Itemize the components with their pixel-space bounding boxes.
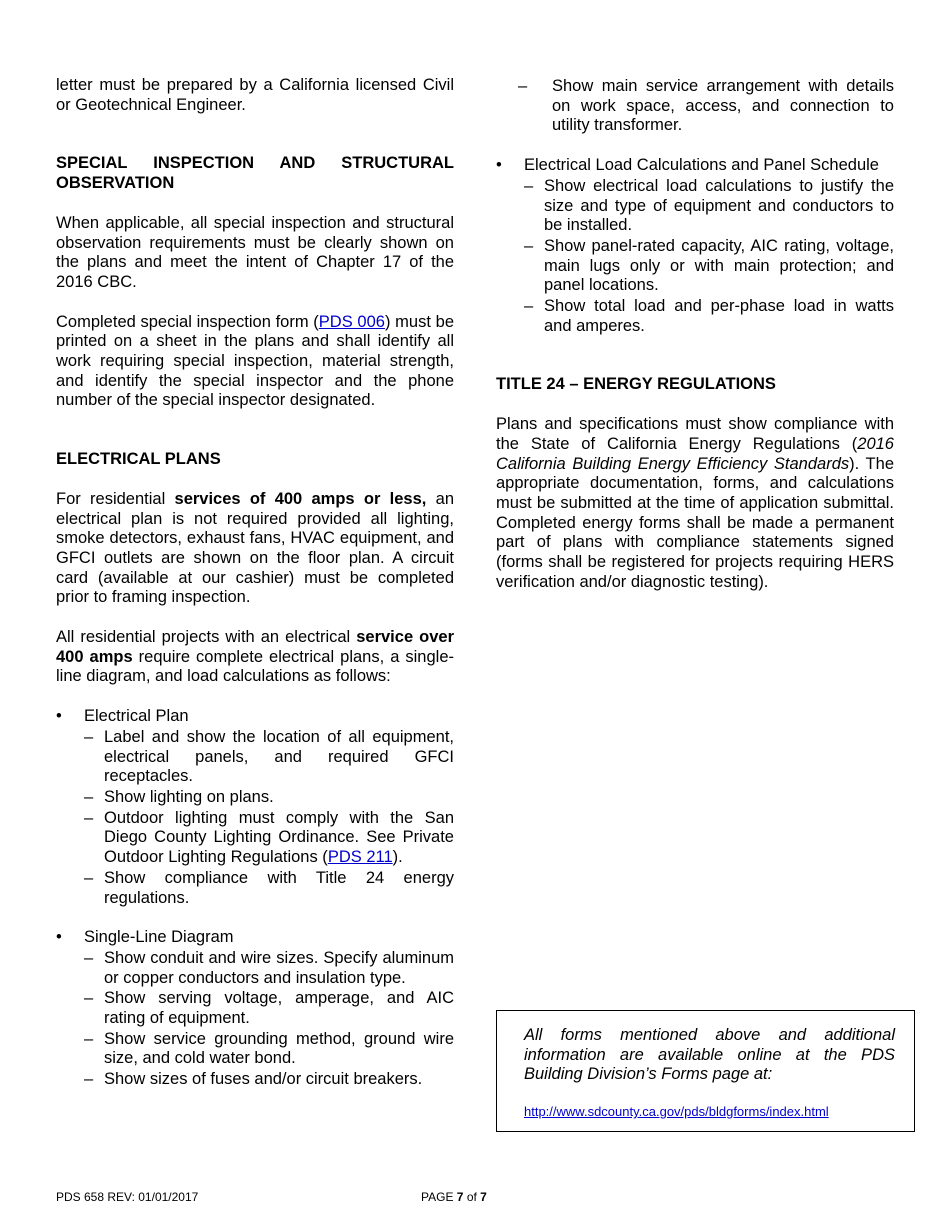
list-item: – Show serving voltage, amperage, and AIC rating of equipment. bbox=[84, 989, 454, 1028]
bullet-load-calculations: • Electrical Load Calculations and Panel Schedule bbox=[496, 156, 879, 175]
dash-icon: – bbox=[518, 77, 528, 95]
dash-icon: – bbox=[84, 868, 94, 887]
dash-icon: – bbox=[524, 176, 534, 195]
bullet-icon: • bbox=[56, 928, 62, 947]
forms-info-box bbox=[496, 1010, 915, 1132]
heading-special-inspection: SPECIAL INSPECTION AND STRUCTURAL OBSERVATION bbox=[56, 154, 454, 193]
list-item: – Show lighting on plans. bbox=[84, 787, 274, 806]
paragraph-residential-services: For residential services of 400 amps or less, an electrical plan is not required provided all lighting, smoke detectors, exhaust fans, HVAC equipment, and GFCI outlets are shown on the floor plan. A circuit card (available at our cashier) must be completed prior to framing inspection. bbox=[56, 489, 455, 607]
dash-icon: – bbox=[84, 808, 94, 827]
bullet-icon: • bbox=[56, 707, 62, 726]
paragraph-special-inspection: When applicable, all special inspection and structural observation requirements must be clearly shown on the plans and meet the intent of Chapter 17 of the 2016 CBC. bbox=[56, 213, 454, 291]
dash-icon: – bbox=[524, 236, 534, 255]
forms-info-message: All forms mentioned above and additional information are available online at the PDS Building Division’s Forms page at: bbox=[524, 1026, 895, 1084]
pds-211-link[interactable]: PDS 211 bbox=[327, 848, 393, 867]
dash-icon: – bbox=[84, 1029, 94, 1048]
footer-form-revision: PDS 658 REV: 01/01/2017 bbox=[56, 1190, 199, 1204]
dash-icon: – bbox=[84, 948, 94, 967]
list-item: – Show conduit and wire sizes. Specify aluminum or copper conductors and insulation type. bbox=[84, 948, 454, 987]
dash-icon: – bbox=[84, 1070, 94, 1089]
pds-006-link[interactable]: PDS 006 bbox=[318, 312, 385, 331]
dash-icon: – bbox=[84, 787, 94, 806]
heading-title-24: TITLE 24 – ENERGY REGULATIONS bbox=[496, 375, 776, 394]
paragraph-service-over-400: All residential projects with an electrical service over 400 amps require complete electrical plans, a single-line diagram, and load calculations as follows: bbox=[56, 628, 454, 686]
bullet-electrical-plan: • Electrical Plan bbox=[56, 707, 189, 726]
left-column bbox=[56, 76, 454, 1090]
dash-icon: – bbox=[84, 727, 94, 746]
list-item: – Show panel-rated capacity, AIC rating, voltage, main lugs only or with main protection; and panel locations. bbox=[524, 236, 894, 295]
footer-page-number: PAGE 7 of 7 bbox=[421, 1190, 487, 1204]
bullet-icon: • bbox=[496, 156, 502, 175]
forms-page-link[interactable]: http://www.sdcounty.ca.gov/pds/bldgforms/index.html bbox=[524, 1104, 829, 1119]
list-item: – Show sizes of fuses and/or circuit breakers. bbox=[84, 1070, 423, 1089]
list-item: – Show total load and per-phase load in watts and amperes. bbox=[524, 297, 894, 335]
paragraph-geotech-letter: letter must be prepared by a California licensed Civil or Geotechnical Engineer. bbox=[56, 76, 454, 114]
bullet-single-line-diagram: • Single-Line Diagram bbox=[56, 928, 234, 947]
list-item: – Outdoor lighting must comply with the San Diego County Lighting Ordinance. See Private Outdoor Lighting Regulations (PDS 211). bbox=[84, 808, 454, 867]
paragraph-energy-regulations: Plans and specifications must show compliance with the State of California Energy Regulations (2016 California Building Energy Efficiency Standards). The appropriate documentation, forms, and calculations must be submitted at the time of application submittal. Completed energy forms shall be made a permanent part of plans with compliance statements signed (forms shall be registered for projects requiring HERS verification and/or diagnostic testing). bbox=[496, 415, 894, 591]
right-column bbox=[496, 76, 894, 592]
list-item: – Show compliance with Title 24 energy regulations. bbox=[84, 868, 454, 907]
heading-electrical-plans: ELECTRICAL PLANS bbox=[56, 450, 221, 469]
list-item: – Show service grounding method, ground wire size, and cold water bond. bbox=[84, 1029, 454, 1068]
list-item: – Show main service arrangement with details on work space, access, and connection to utility transformer. bbox=[518, 77, 894, 135]
dash-icon: – bbox=[524, 297, 534, 316]
list-item: – Label and show the location of all equipment, electrical panels, and required GFCI receptacles. bbox=[84, 727, 454, 786]
dash-icon: – bbox=[84, 989, 94, 1008]
paragraph-inspection-form: Completed special inspection form (PDS 006) must be printed on a sheet in the plans and shall identify all work requiring special inspection, material strength, and identify the special inspector and the phone number of the special inspector designated. bbox=[56, 312, 454, 410]
list-item: – Show electrical load calculations to justify the size and type of equipment and conductors to be installed. bbox=[524, 176, 894, 235]
